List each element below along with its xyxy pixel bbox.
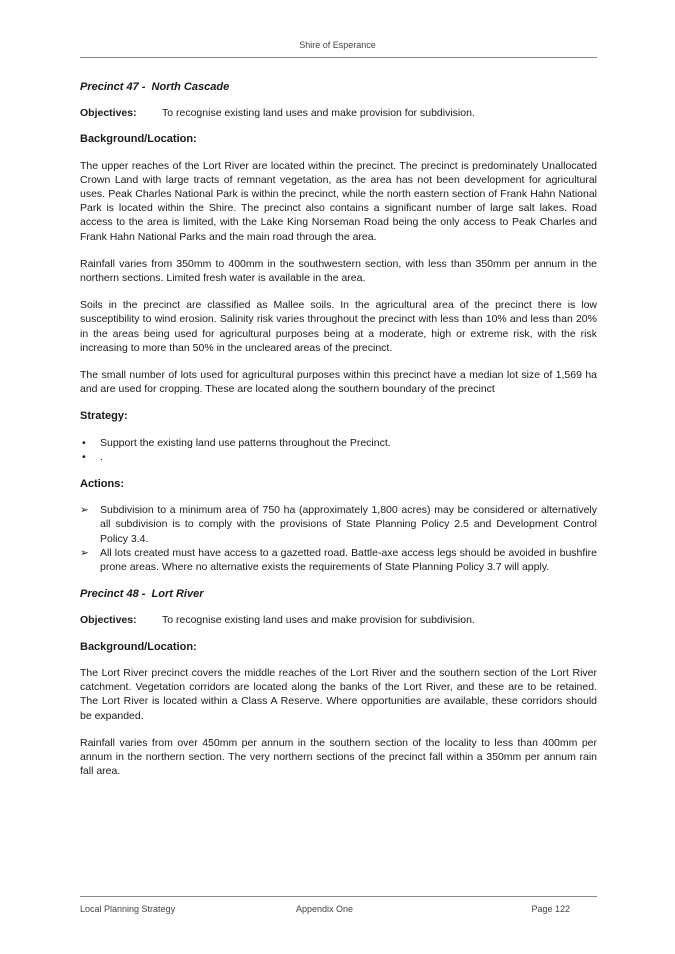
page-header: Shire of Esperance [299,40,376,50]
list-item [80,450,597,464]
precinct-47-number: Precinct 47 - [80,81,146,93]
arrow-bullet-icon: ➢ [80,546,89,559]
bullet-icon: • [82,450,86,463]
actions-heading: Actions: [80,478,124,491]
action-item-text: All lots created must have access to a gazetted road. Battle-axe access legs should be avoided in bushfire prone areas. Where no alternative exists the requirements of State Planning Policy 3.7 will apply. [100,546,597,574]
precinct-48-number: Precinct 48 - [80,588,146,601]
background-heading: Background/Location: [80,133,197,146]
footer-document-name: Local Planning Strategy [80,904,176,914]
precinct-47-name: North Cascade [151,81,230,93]
paragraph: The small number of lots used for agricultural purposes within this precinct have a median lot size of 1,569 ha and are used for cropping. These are located along the southern boundary of the precinct [80,369,597,396]
precinct-48-name: Lort River [151,588,204,601]
paragraph: Rainfall varies from 350mm to 400mm in the southwestern section, with less than 350mm per annum in the northern sections. Limited fresh water is available in the area. [80,257,597,285]
background-heading: Background/Location: [80,640,197,653]
precinct-48-title [80,587,597,601]
bullet-icon: • [82,436,86,449]
page-number: Page 122 [531,904,570,914]
arrow-bullet-icon: ➢ [80,504,89,517]
header-rule [80,57,597,58]
list-item [80,503,597,546]
paragraph: Rainfall varies from over 450mm per annum in the southern section of the locality to less than 400mm per annum in the northern section. The very northern sections of the precinct fall within a 350mm per annum rain fall area. [80,736,597,778]
objectives-label: Objectives: [80,614,137,627]
strategy-heading: Strategy: [80,410,128,423]
strategy-item-text: . [100,450,103,463]
list-item [80,436,597,450]
paragraph: The Lort River precinct covers the middle reaches of the Lort River and the southern section of the Lort River catchment. Vegetation corridors are located along the banks of the Lort River, and these are to be retained. The Lort River is located within a Class A Reserve. Where opportunities are available, these corridors should be expanded. [80,666,597,722]
objectives-label: Objectives: [80,107,137,120]
paragraph: Soils in the precinct are classified as Mallee soils. In the agricultural area of the precinct there is low susceptibility to wind erosion. Salinity risk varies throughout the precinct with less than 10% and less than 20% in the areas being used for agricultural purposes being at a moderate, high or extreme risk, with the risk increasing to more than 50% in the uncleared areas of the precinct. [80,299,597,354]
page-content [80,80,597,791]
footer-section: Appendix One [296,904,354,914]
strategy-item-text: Support the existing land use patterns throughout the Precinct. [100,436,391,449]
footer-rule [80,896,597,897]
precinct-47-title [80,80,597,94]
precinct-48-objectives [80,613,597,627]
objectives-text: To recognise existing land uses and make provision for subdivision. [162,614,475,627]
actions-list [80,503,597,574]
objectives-text: To recognise existing land uses and make provision for subdivision. [162,107,475,120]
paragraph: The upper reaches of the Lort River are located within the precinct. The precinct is predominately Unallocated Crown Land with large tracts of remnant vegetation, as the area has not been development for agricultural uses. Peak Charles National Park is within the precinct, while the north eastern section of Frank Hahn National Park is located within the Shire. The precinct also contains a significant number of large salt lakes. Road access to the area is limited, with the Lake King Norseman Road being the only access to Peak Charles and Frank Hahn National Parks and the main road through the area. [80,159,597,243]
strategy-list [80,436,597,464]
list-item [80,546,597,574]
precinct-47-objectives [80,106,597,120]
action-item-text: Subdivision to a minimum area of 750 ha (approximately 1,800 acres) may be considered or alternatively all subdivision is to comply with the provisions of State Planning Policy 2.5 and Development Control Policy 3.4. [100,504,597,545]
